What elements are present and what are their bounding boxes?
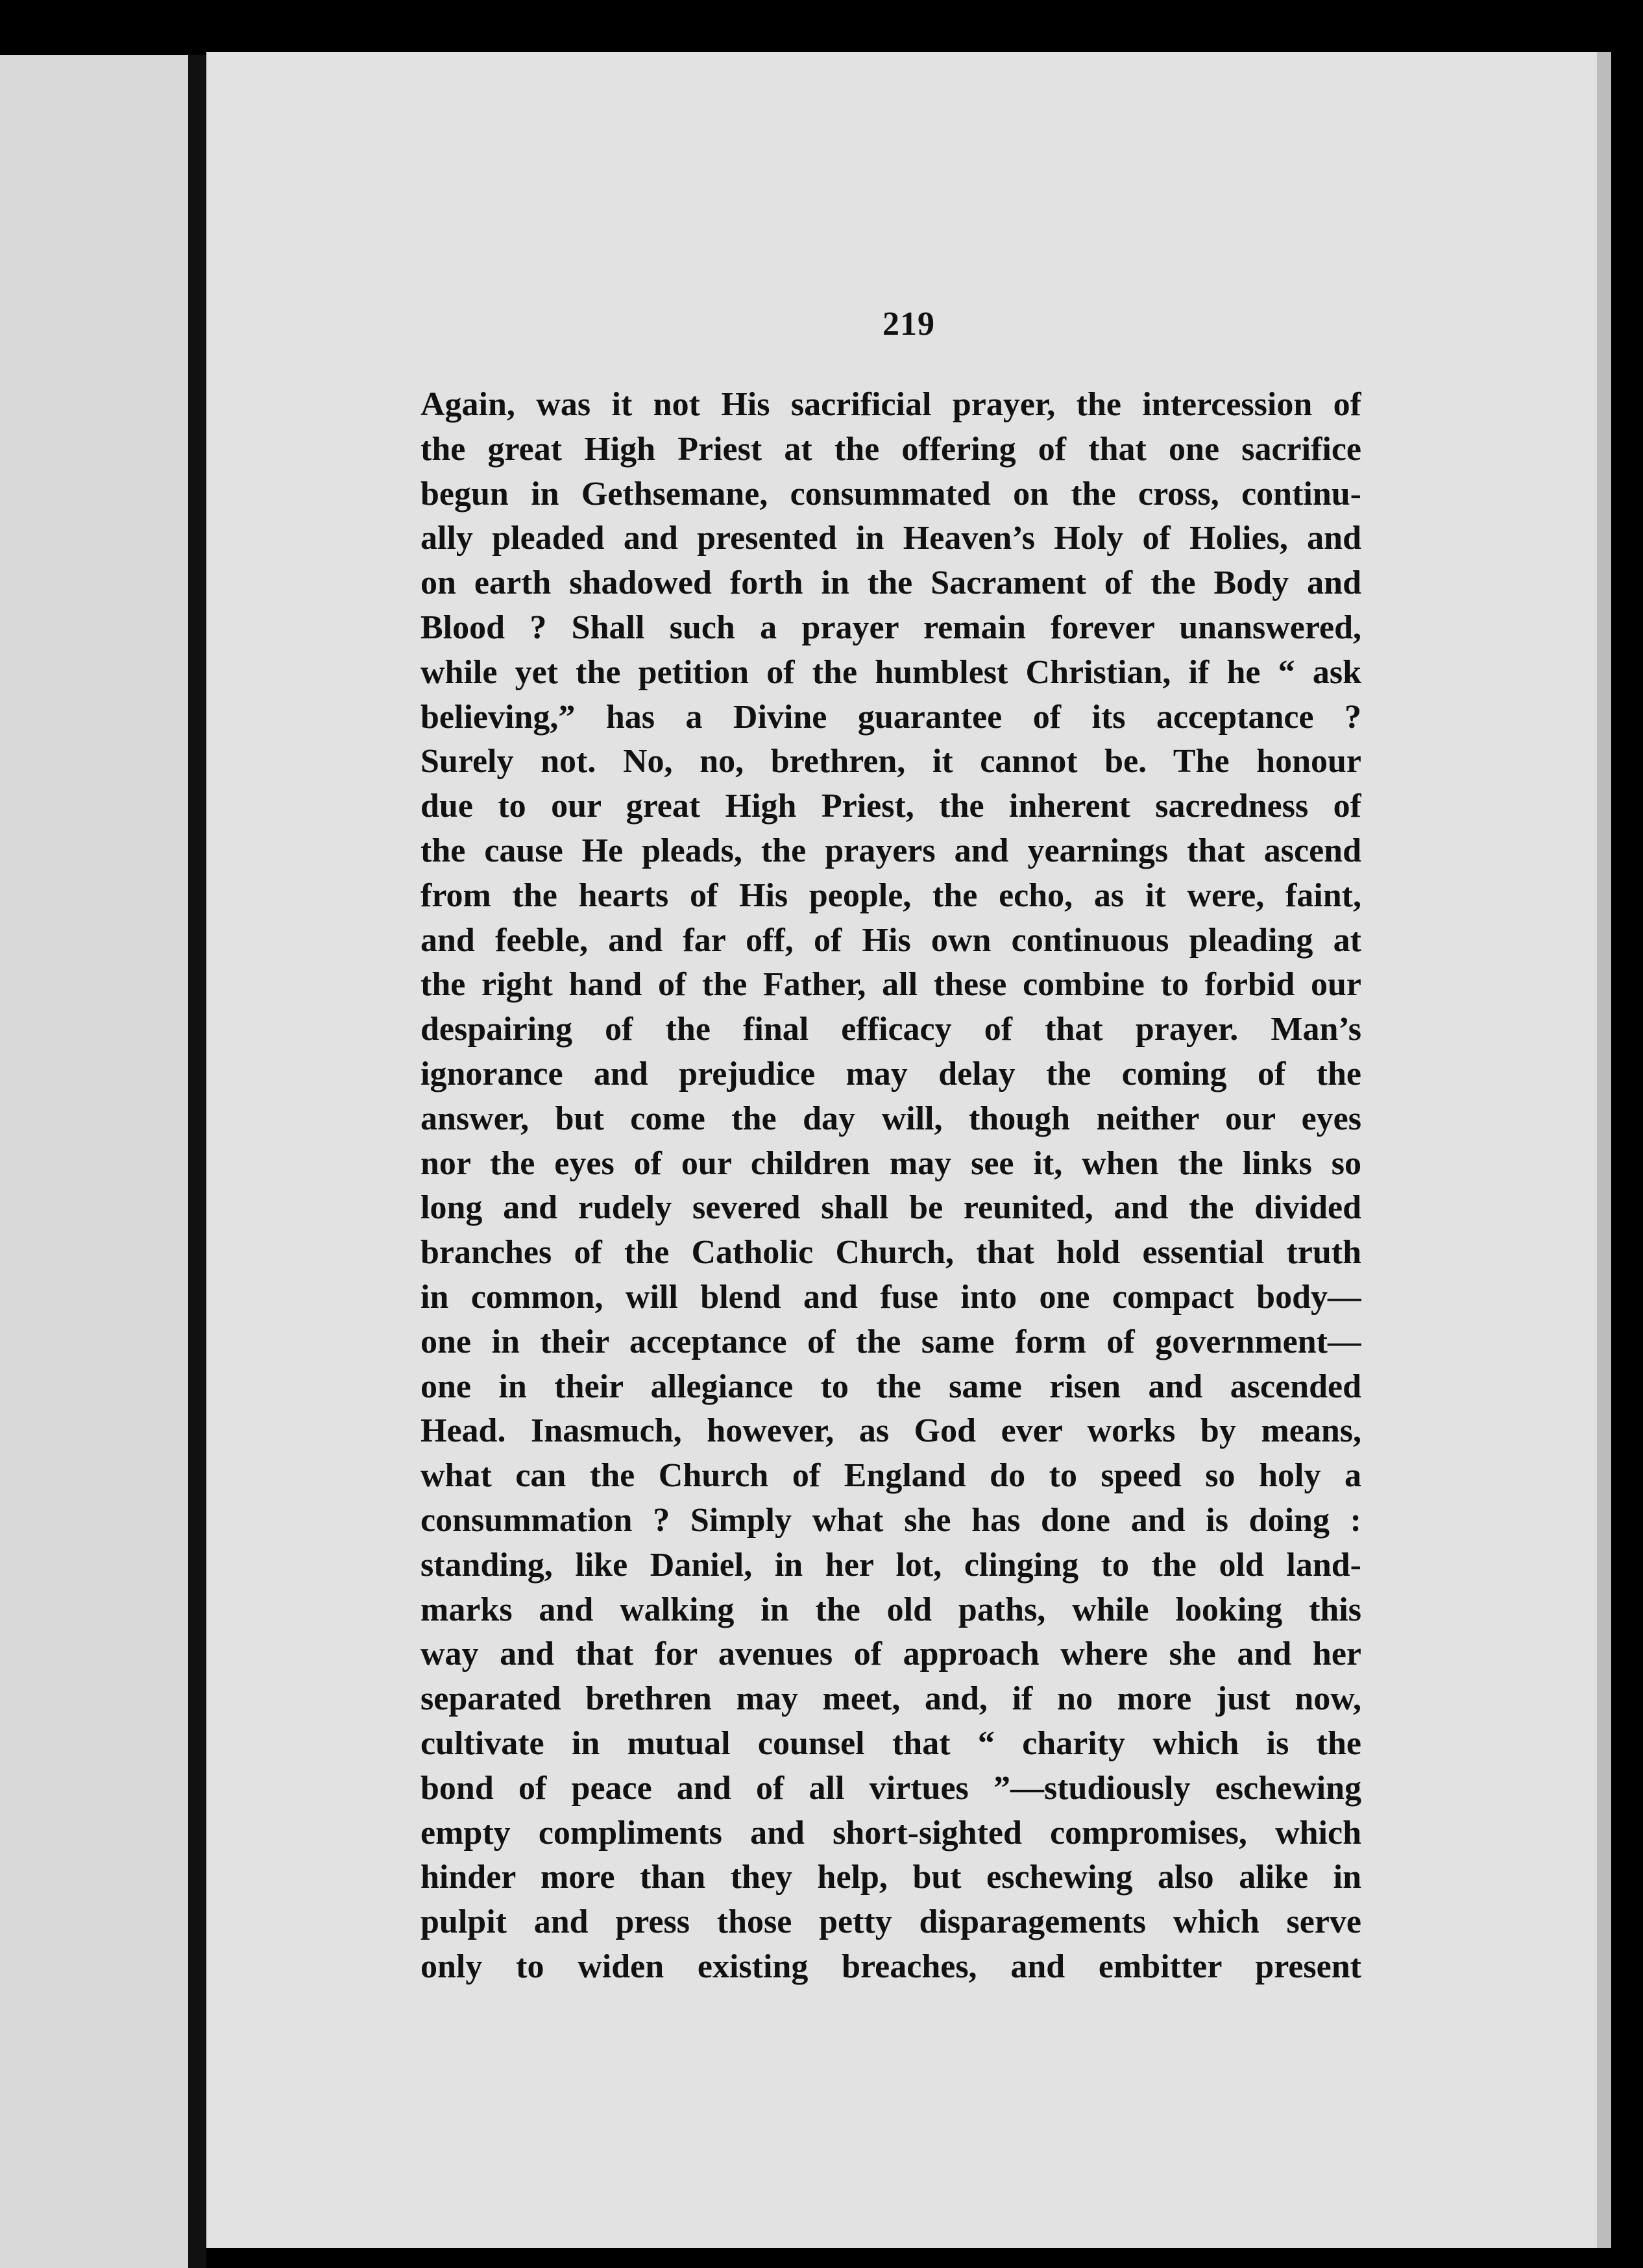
- text-line: ignorance and prejudice may delay the coming of the: [420, 1055, 1361, 1092]
- text-line: bond of peace and of all virtues ”—studiously eschewing: [420, 1769, 1361, 1807]
- book-page: [206, 52, 1611, 2248]
- text-line: nor the eyes of our children may see it, when the links so: [420, 1144, 1361, 1182]
- text-line: Surely not. No, no, brethren, it cannot be. The honour: [420, 743, 1361, 780]
- text-line: pulpit and press those petty disparagements which serve: [420, 1903, 1361, 1941]
- text-line: one in their allegiance to the same risen and ascended: [420, 1368, 1361, 1405]
- text-line: Again, was it not His sacrificial prayer, the intercession of: [420, 386, 1361, 423]
- text-line: empty compliments and short-sighted compromises, which: [420, 1814, 1361, 1852]
- text-line: and feeble, and far off, of His own continuous pleading at: [420, 921, 1361, 959]
- text-line: the cause He pleads, the prayers and yearnings that ascend: [420, 832, 1361, 869]
- text-line: only to widen existing breaches, and embitter present: [420, 1948, 1361, 1985]
- text-line: the right hand of the Father, all these combine to forbid our: [420, 966, 1361, 1004]
- text-line: what can the Church of England do to speed so holy a: [420, 1457, 1361, 1495]
- text-line: in common, will blend and fuse into one compact body—: [420, 1278, 1361, 1316]
- text-line: Head. Inasmuch, however, as God ever works by means,: [420, 1412, 1361, 1450]
- text-line: despairing of the final efficacy of that prayer. Man’s: [420, 1011, 1361, 1048]
- text-line: long and rudely severed shall be reunited, and the divided: [420, 1189, 1361, 1227]
- text-line: believing,” has a Divine guarantee of its acceptance ?: [420, 698, 1361, 736]
- facing-page-edge: [0, 55, 195, 2268]
- book-gutter: [188, 55, 206, 2268]
- text-line: from the hearts of His people, the echo, as it were, faint,: [420, 876, 1361, 914]
- text-line: Blood ? Shall such a prayer remain forever unanswered,: [420, 609, 1361, 646]
- text-line: begun in Gethsemane, consummated on the cross, continu-: [420, 475, 1361, 513]
- body-text: [420, 383, 1361, 1990]
- text-line: while yet the petition of the humblest Christian, if he “ ask: [420, 653, 1361, 691]
- text-line: hinder more than they help, but eschewing also alike in: [420, 1859, 1361, 1896]
- text-line: due to our great High Priest, the inherent sacredness of: [420, 788, 1361, 825]
- text-line: consummation ? Simply what she has done and is doing :: [420, 1501, 1361, 1539]
- text-line: separated brethren may meet, and, if no more just now,: [420, 1680, 1361, 1718]
- text-line: the great High Priest at the offering of that one sacrifice: [420, 430, 1361, 468]
- page-edge-shadow: [1597, 52, 1611, 2248]
- text-line: branches of the Catholic Church, that hold essential truth: [420, 1234, 1361, 1272]
- text-line: ally pleaded and presented in Heaven’s Holy of Holies, and: [420, 520, 1361, 557]
- text-line: on earth shadowed forth in the Sacrament of the Body and: [420, 564, 1361, 602]
- text-line: cultivate in mutual counsel that “ charity which is the: [420, 1724, 1361, 1762]
- text-line: marks and walking in the old paths, while looking this: [420, 1591, 1361, 1628]
- text-line: way and that for avenues of approach where she and her: [420, 1635, 1361, 1673]
- text-line: answer, but come the day will, though neither our eyes: [420, 1100, 1361, 1137]
- text-line: one in their acceptance of the same form of government—: [420, 1323, 1361, 1360]
- text-line: standing, like Daniel, in her lot, clinging to the old land-: [420, 1546, 1361, 1584]
- page-number: 219: [882, 306, 935, 343]
